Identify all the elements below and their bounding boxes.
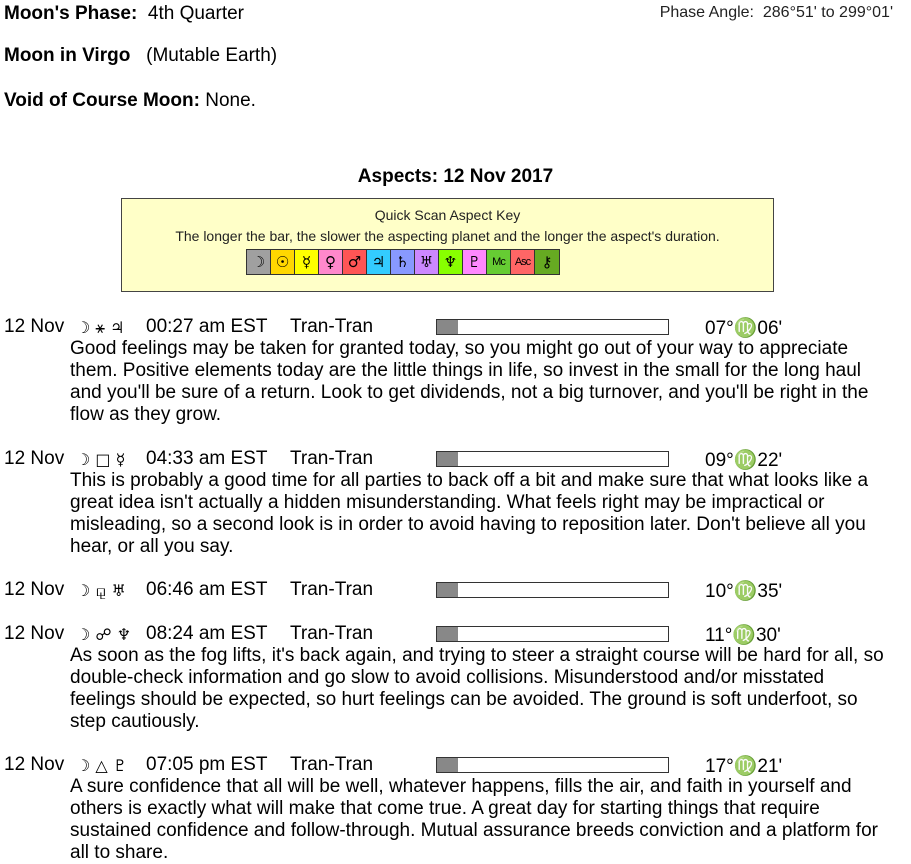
- aspect-entry: [4, 448, 904, 558]
- aspect-degree: 10°♍35': [705, 581, 783, 602]
- void-of-course-line: [4, 90, 256, 112]
- pluto-icon: ♇: [463, 250, 487, 274]
- mars-icon: ♂: [343, 250, 367, 274]
- aspect-type: Tran-Tran: [290, 623, 374, 644]
- aspect-time: 06:46 am EST: [146, 579, 268, 600]
- aspect-degree: 07°♍06': [705, 318, 783, 339]
- aspect-time: 00:27 am EST: [146, 316, 268, 337]
- moon-sign-line: [4, 45, 277, 67]
- aspect-duration-bar: [436, 626, 669, 642]
- aspect-degree: 09°♍22': [705, 450, 783, 471]
- aspect-key-box: [121, 198, 774, 292]
- aspect-description: A sure confidence that all will be well, whatever happens, fills the air, and faith in yourself and others is exactly what will make that come true. A great day for starting things that require sustained confidence and follow-through. Mutual assurance breeds conviction and a platform for all to share.: [70, 776, 878, 863]
- aspect-date: 12 Nov: [4, 579, 65, 600]
- aspect-entry: [4, 579, 904, 601]
- aspect-duration-fill: [437, 758, 458, 772]
- aspect-time: 04:33 am EST: [146, 448, 268, 469]
- aspect-duration-bar: [436, 451, 669, 467]
- aspect-degree: 11°♍30': [705, 625, 781, 646]
- aspect-time: 08:24 am EST: [146, 623, 268, 644]
- saturn-icon: ♄: [391, 250, 415, 274]
- aspect-description: This is probably a good time for all parties to back off a bit and make sure that what looks like a great idea isn't actually a hidden misunderstanding. What feels right may be impractical or misleading, so a second look is in order to avoid having to reposition later. Don't believe all you hear, or all you say.: [70, 470, 869, 557]
- ascendant-icon: Asc: [511, 250, 535, 274]
- uranus-icon: ♅: [415, 250, 439, 274]
- midheaven-icon: Mc: [487, 250, 511, 274]
- aspect-duration-fill: [437, 583, 458, 597]
- aspect-header: [4, 316, 904, 338]
- moon-phase-value: 4th Quarter: [147, 3, 244, 24]
- aspect-type: Tran-Tran: [290, 579, 374, 600]
- mercury-icon: ☿: [295, 250, 319, 274]
- aspect-duration-fill: [437, 452, 458, 466]
- venus-icon: ♀: [319, 250, 343, 274]
- aspect-description: As soon as the fog lifts, it's back again, and trying to steer a straight course will be hard for all, so double-check information and go slow to avoid collisions. Misunderstood and/or misstated feelings should be expected, so hurt feelings can be avoided. The ground is soft underfoot, so step cautiously.: [70, 645, 884, 732]
- aspect-date: 12 Nov: [4, 623, 65, 644]
- aspect-header: [4, 448, 904, 470]
- aspect-duration-fill: [437, 627, 458, 641]
- aspect-entry: [4, 754, 904, 864]
- aspect-entry: [4, 623, 904, 733]
- moon-sign-label: Moon in Virgo: [4, 45, 131, 66]
- aspect-header: [4, 579, 904, 601]
- aspect-date: 12 Nov: [4, 316, 65, 337]
- moon-sign-value: (Mutable Earth): [146, 45, 278, 66]
- moon-icon: ☽: [247, 250, 271, 274]
- aspect-type: Tran-Tran: [290, 316, 374, 337]
- jupiter-icon: ♃: [367, 250, 391, 274]
- aspect-date: 12 Nov: [4, 448, 65, 469]
- aspect-symbols: ☽ ⚼ ♅: [76, 581, 126, 600]
- aspect-key-glyph-row: [246, 249, 560, 275]
- moon-phase-line: [4, 3, 244, 25]
- aspect-key-description: The longer the bar, the slower the aspecting planet and the longer the aspect's duration.: [175, 228, 720, 244]
- void-of-course-label: Void of Course Moon:: [4, 90, 200, 111]
- aspect-header: [4, 623, 904, 645]
- aspect-description: Good feelings may be taken for granted today, so you might go out of your way to appreciate them. Positive elements today are the little things in life, so invest in the small for the long haul and you'll be sure of a return. Look to get dividends, not a big turnover, and you'll be right in the flow as they grow.: [70, 338, 869, 425]
- aspect-duration-bar: [436, 757, 669, 773]
- phase-angle-line: [660, 4, 893, 22]
- chiron-icon: ⚷: [535, 250, 559, 274]
- aspect-duration-fill: [437, 320, 458, 334]
- aspect-duration-bar: [436, 582, 669, 598]
- aspect-header: [4, 754, 904, 776]
- aspect-time: 07:05 pm EST: [146, 754, 268, 775]
- aspect-symbols: ☽ ☍ ♆: [76, 625, 132, 644]
- aspects-title: Aspects: 12 Nov 2017: [357, 166, 554, 187]
- aspect-date: 12 Nov: [4, 754, 65, 775]
- aspect-symbols: ☽ △ ♇: [76, 756, 128, 775]
- aspect-degree: 17°♍21': [705, 756, 783, 777]
- aspect-duration-bar: [436, 319, 669, 335]
- sun-icon: ☉: [271, 250, 295, 274]
- phase-angle-label: Phase Angle:: [659, 4, 754, 21]
- aspect-type: Tran-Tran: [290, 754, 374, 775]
- neptune-icon: ♆: [439, 250, 463, 274]
- aspect-symbols: ☽ □ ☿: [76, 450, 126, 469]
- aspect-entry: [4, 316, 904, 426]
- aspect-symbols: ☽ ⚹ ♃: [76, 318, 125, 337]
- void-of-course-value: None.: [205, 90, 256, 111]
- moon-phase-label: Moon's Phase:: [4, 3, 138, 24]
- aspect-key-title: Quick Scan Aspect Key: [374, 207, 521, 223]
- aspect-type: Tran-Tran: [290, 448, 374, 469]
- phase-angle-value: 286°51' to 299°01': [762, 4, 893, 21]
